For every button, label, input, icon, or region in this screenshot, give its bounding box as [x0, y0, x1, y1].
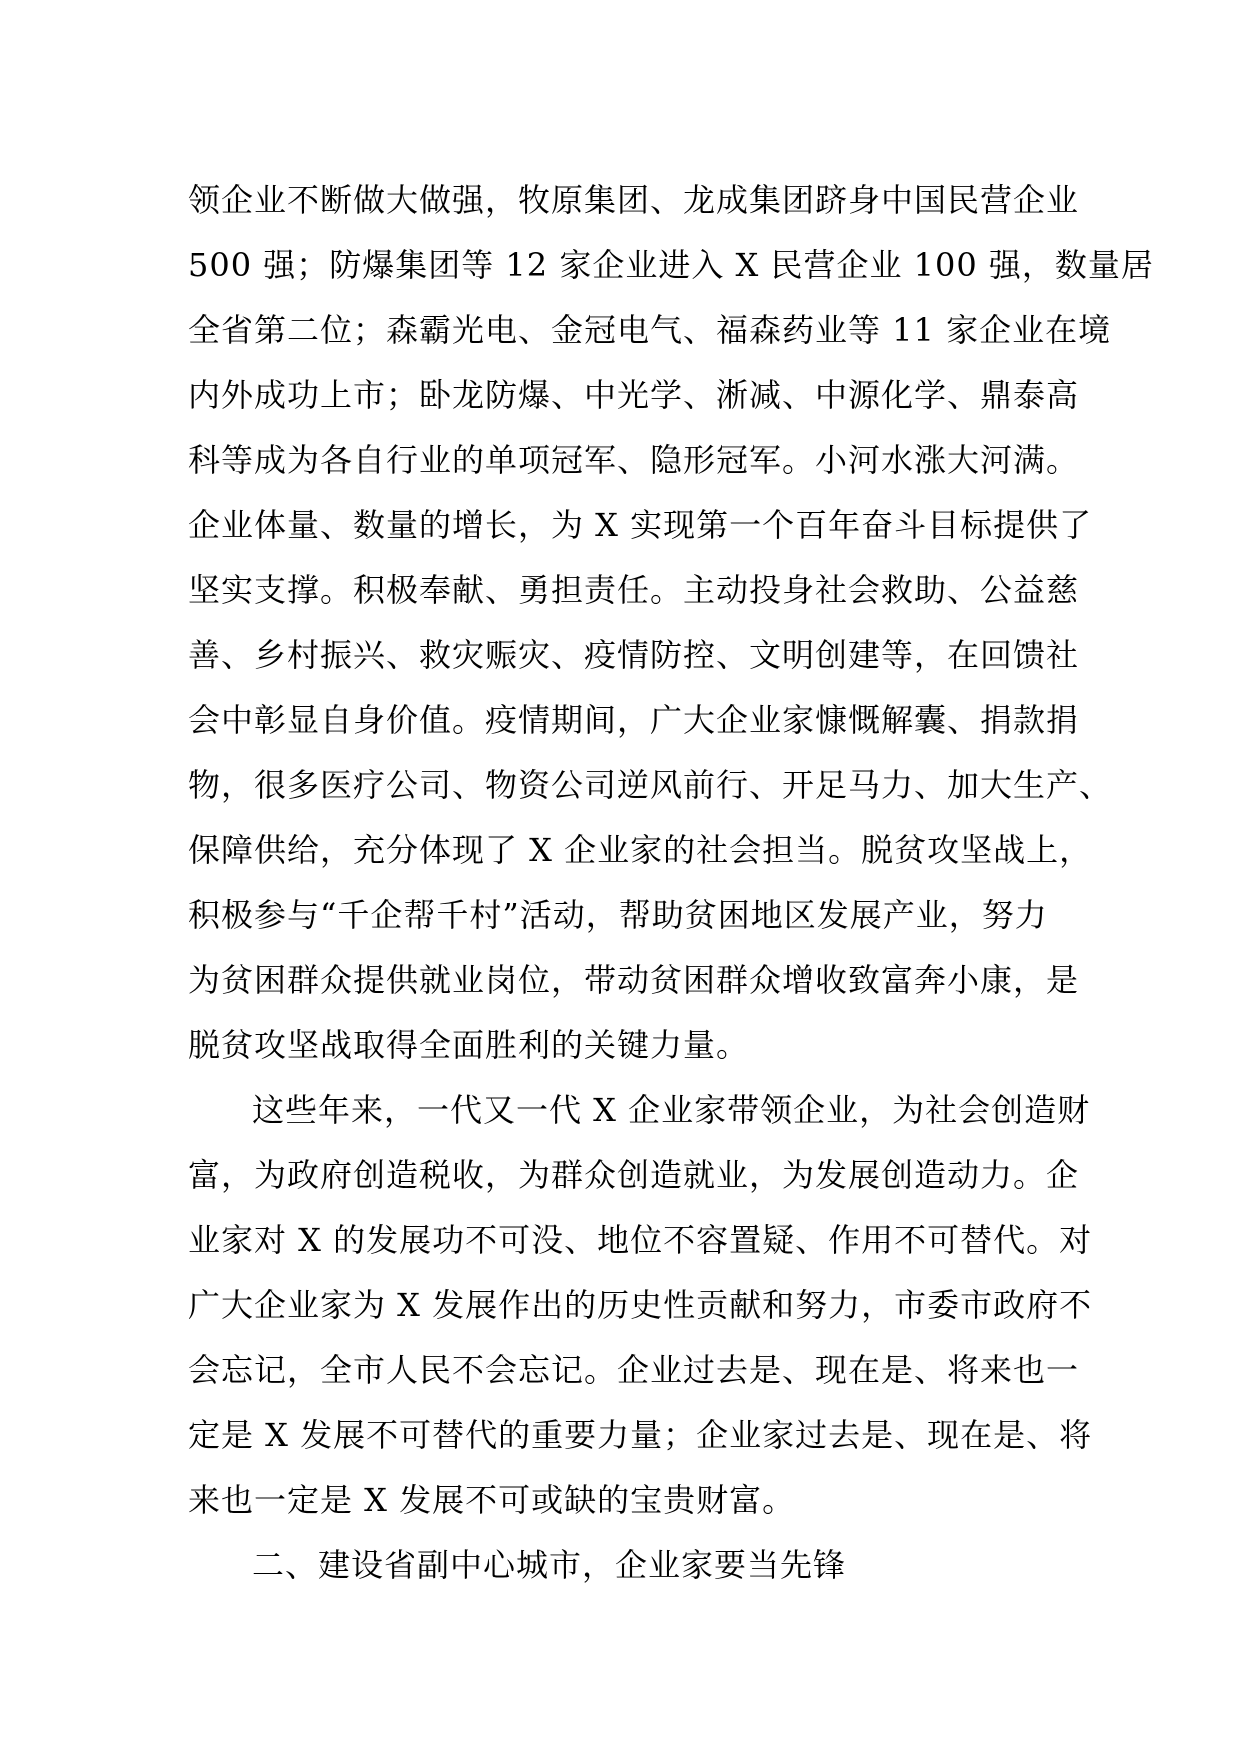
text-line: 脱贫攻坚战取得全面胜利的关键力量。 [188, 1026, 750, 1064]
text-line: 领企业不断做大做强，牧原集团、龙成集团跻身中国民营企业 [188, 181, 1080, 219]
text-line: 内外成功上市；卧龙防爆、中光学、淅减、中源化学、鼎泰高 [188, 376, 1080, 414]
text-line: 物，很多医疗公司、物资公司逆风前行、开足马力、加大生产、 [188, 766, 1113, 804]
text-line: 会忘记，全市人民不会忘记。企业过去是、现在是、将来也一 [188, 1351, 1080, 1389]
text-line: 富，为政府创造税收，为群众创造就业，为发展创造动力。企 [188, 1156, 1080, 1194]
text-line: 保障供给，充分体现了 X 企业家的社会担当。脱贫攻坚战上， [188, 831, 1093, 869]
text-line: 积极参与“千企帮千村”活动，帮助贫困地区发展产业，努力 [188, 896, 1048, 934]
section-heading: 二、建设省副中心城市，企业家要当先锋 [252, 1546, 847, 1584]
text-line: 全省第二位；森霸光电、金冠电气、福森药业等 11 家企业在境 [188, 311, 1112, 349]
text-line: 善、乡村振兴、救灾赈灾、疫情防控、文明创建等，在回馈社 [188, 636, 1080, 674]
text-line: 业家对 X 的发展功不可没、地位不容置疑、作用不可替代。对 [188, 1221, 1093, 1259]
text-line: 企业体量、数量的增长，为 X 实现第一个百年奋斗目标提供了 [188, 506, 1093, 544]
text-line: 科等成为各自行业的单项冠军、隐形冠军。小河水涨大河满。 [188, 441, 1080, 479]
text-line: 定是 X 发展不可替代的重要力量；企业家过去是、现在是、将 [188, 1416, 1093, 1454]
text-line: 坚实支撑。积极奉献、勇担责任。主动投身社会救助、公益慈 [188, 571, 1080, 609]
body-text [188, 168, 1154, 1598]
text-line: 来也一定是 X 发展不可或缺的宝贵财富。 [188, 1481, 796, 1519]
text-line: 500 强；防爆集团等 12 家企业进入 X 民营企业 100 强，数量居 [188, 246, 1154, 284]
text-line: 会中彰显自身价值。疫情期间，广大企业家慷慨解囊、捐款捐 [188, 701, 1080, 739]
paragraph-start-line: 这些年来，一代又一代 X 企业家带领企业，为社会创造财 [252, 1091, 1091, 1129]
text-line: 广大企业家为 X 发展作出的历史性贡献和努力，市委市政府不 [188, 1286, 1093, 1324]
text-line: 为贫困群众提供就业岗位，带动贫困群众增收致富奔小康，是 [188, 961, 1080, 999]
